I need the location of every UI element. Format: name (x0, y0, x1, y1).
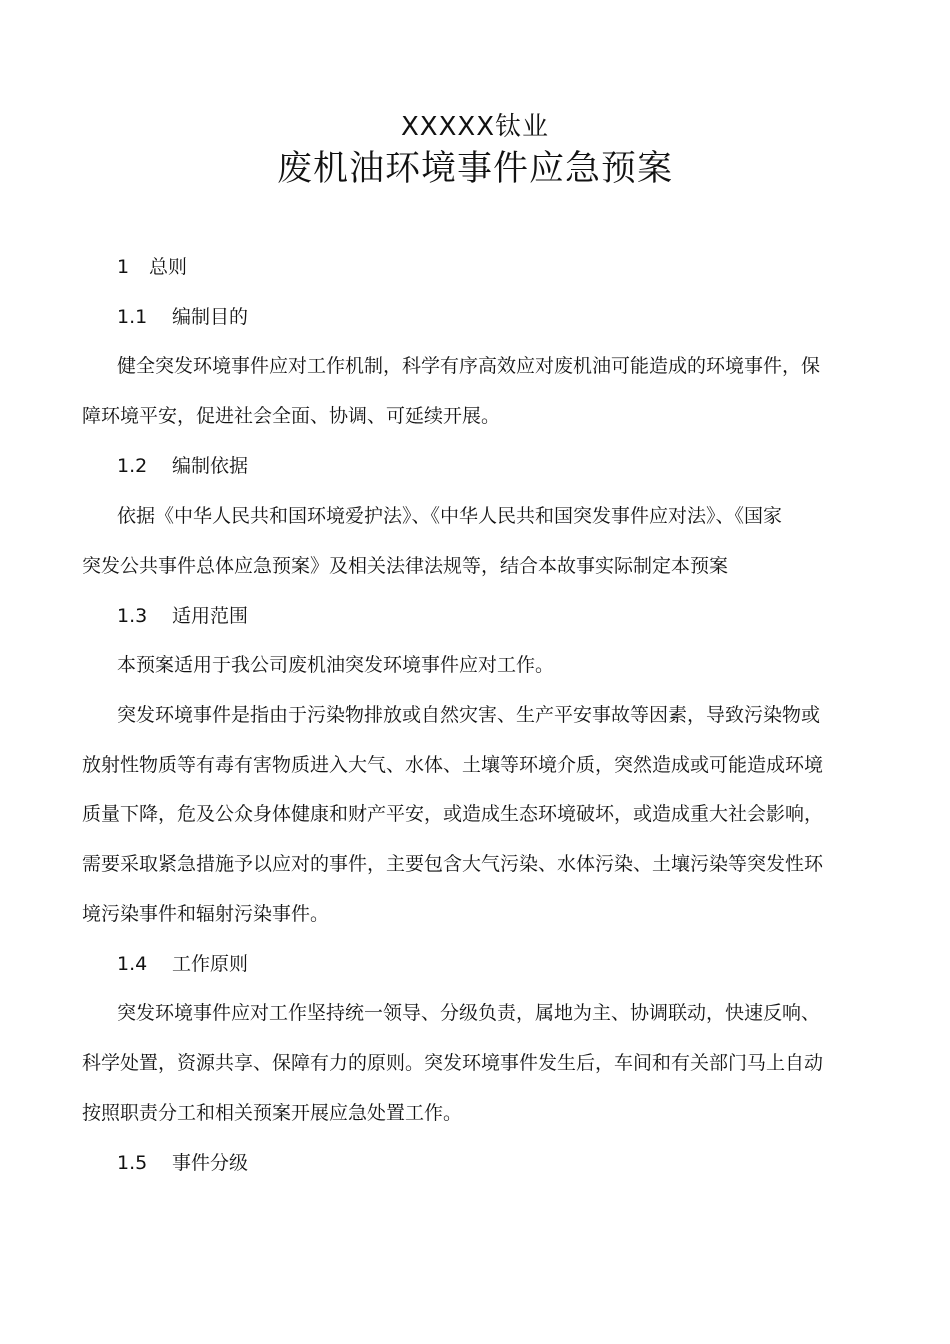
paragraph-line: 质量下降，危及公众身体健康和财产平安，或造成生态环境破坏，或造成重大社会影响， (82, 803, 824, 825)
section-heading (117, 254, 187, 280)
paragraph-line: 本预案适用于我公司废机油突发环境事件应对工作。 (117, 654, 555, 676)
section-title: 适用范围 (172, 605, 249, 627)
paragraph-line: 按照职责分工和相关预案开展应急处置工作。 (82, 1102, 463, 1124)
paragraph-line: 放射性物质等有毒有害物质进入大气、水体、土壤等环境介质，突然造成或可能造成环境 (82, 754, 824, 776)
section-number: 1.2 (117, 455, 148, 477)
paragraph-line: 突发环境事件应对工作坚持统一领导、分级负责，属地为主、协调联动，快速反响、 (117, 1002, 821, 1024)
section-title: 总则 (149, 256, 188, 278)
section-title: 事件分级 (172, 1152, 249, 1174)
section-number: 1.5 (117, 1152, 148, 1174)
company-name: XXXXX钛业 (400, 112, 550, 142)
section-heading (117, 603, 248, 629)
section-title: 工作原则 (172, 953, 249, 975)
paragraph-line: 境污染事件和辐射污染事件。 (82, 903, 330, 925)
paragraph-line: 突发公共事件总体应急预案》及相关法律法规等，结合本故事实际制定本预案 (82, 555, 729, 577)
section-heading (117, 951, 248, 977)
section-heading (117, 453, 248, 479)
section-title: 编制依据 (172, 455, 249, 477)
paragraph-line: 科学处置，资源共享、保障有力的原则。突发环境事件发生后，车间和有关部门马上自动 (82, 1052, 824, 1074)
document-title: 废机油环境事件应急预案 (276, 149, 673, 189)
section-number: 1 (117, 256, 130, 278)
paragraph-line: 突发环境事件是指由于污染物排放或自然灾害、生产平安事故等因素，导致污染物或 (117, 704, 821, 726)
section-heading (117, 1150, 248, 1176)
paragraph-line: 健全突发环境事件应对工作机制，科学有序高效应对废机油可能造成的环境事件，保 (117, 355, 821, 377)
section-number: 1.4 (117, 953, 148, 975)
section-heading (117, 304, 248, 330)
paragraph-line: 障环境平安，促进社会全面、协调、可延续开展。 (82, 405, 501, 427)
section-number: 1.3 (117, 605, 148, 627)
section-number: 1.1 (117, 306, 148, 328)
paragraph-line: 需要采取紧急措施予以应对的事件，主要包含大气污染、水体污染、土壤污染等突发性环 (82, 853, 824, 875)
section-title: 编制目的 (172, 306, 249, 328)
paragraph-line: 依据《中华人民共和国环境爱护法》、《中华人民共和国突发事件应对法》、《国家 (117, 505, 783, 527)
